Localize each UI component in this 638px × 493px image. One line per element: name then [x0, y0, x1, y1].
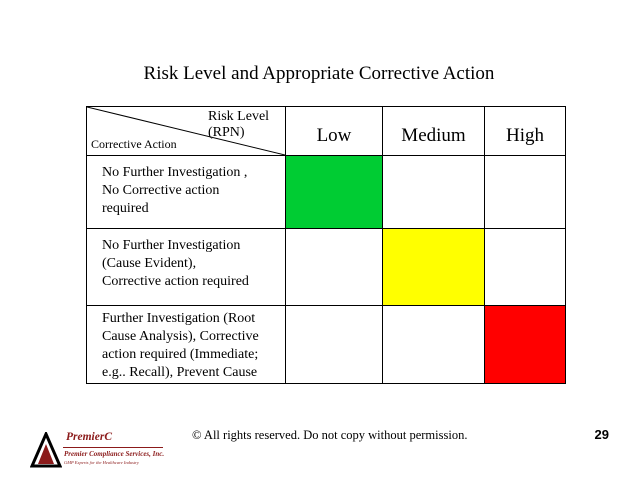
column-header-high: High [485, 107, 566, 156]
column-header-medium: Medium [383, 107, 485, 156]
triangle-logo-icon [30, 432, 62, 468]
column-header-low: Low [286, 107, 383, 156]
logo-divider [63, 447, 163, 448]
cell-low [286, 306, 383, 384]
logo-tagline: GMP Experts for the Healthcare Industry [64, 460, 139, 465]
table-row [87, 306, 566, 384]
cell-low [286, 229, 383, 306]
table-header-row [87, 107, 566, 156]
page-number: 29 [594, 427, 609, 442]
cell-high [485, 229, 566, 306]
row-label: No Further Investigation , No Corrective action required [87, 156, 286, 229]
slide-title: Risk Level and Appropriate Corrective Action [143, 63, 495, 84]
row-label: Further Investigation (Root Cause Analysis), Corrective action required (Immediate; e.g.. Recall), Prevent Cause [87, 306, 286, 384]
cell-low-highlighted [286, 156, 383, 229]
cell-medium-highlighted [383, 229, 485, 306]
table-row [87, 156, 566, 229]
logo-company: Premier Compliance Services, Inc. [64, 450, 165, 458]
cell-medium [383, 306, 485, 384]
risk-level-label: Risk Level (RPN) [208, 109, 270, 140]
table-row [87, 229, 566, 306]
row-label: No Further Investigation (Cause Evident), Corrective action required [87, 229, 286, 306]
risk-table [86, 106, 566, 384]
logo-name: PremierC [66, 431, 112, 443]
cell-high [485, 156, 566, 229]
corrective-action-label: Corrective Action [91, 137, 177, 151]
company-logo [30, 430, 170, 470]
header-corner-cell [87, 107, 286, 156]
copyright-notice: © All rights reserved. Do not copy without permission. [192, 428, 468, 442]
cell-high-highlighted [485, 306, 566, 384]
cell-medium [383, 156, 485, 229]
